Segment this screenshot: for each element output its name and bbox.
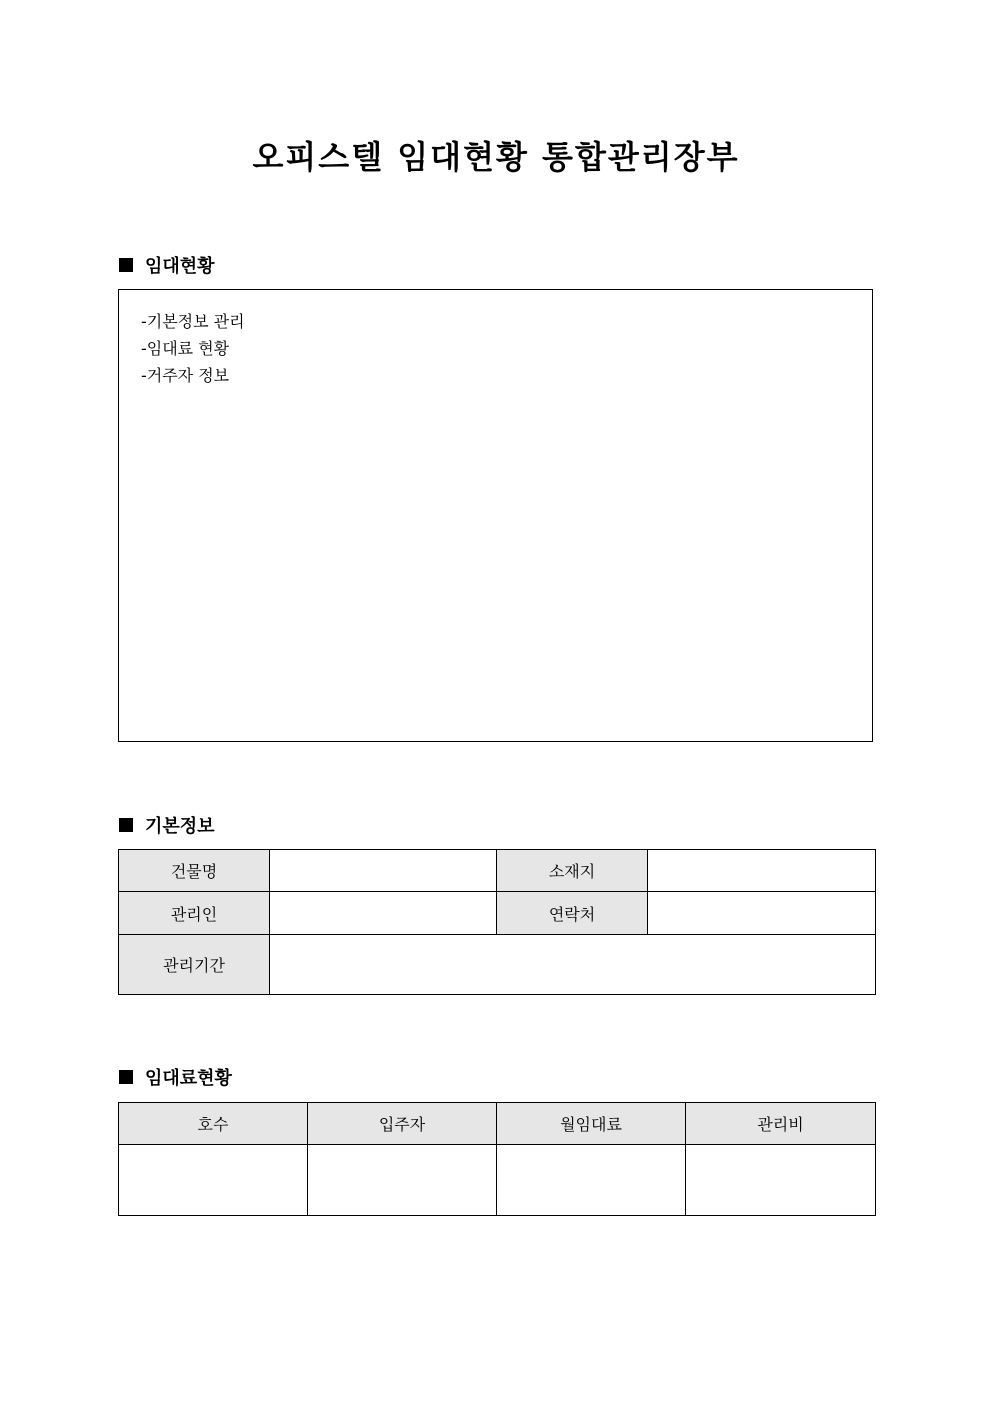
overview-line: -임대료 현황 bbox=[141, 339, 230, 358]
contact-field[interactable] bbox=[648, 892, 876, 935]
table-header-row bbox=[119, 1103, 876, 1145]
basic-info-table bbox=[118, 849, 876, 995]
square-bullet-icon bbox=[119, 818, 133, 832]
overview-line: -거주자 정보 bbox=[141, 366, 230, 385]
tenant-cell[interactable] bbox=[308, 1145, 497, 1216]
column-header-monthly-rent: 월임대료 bbox=[497, 1103, 686, 1145]
manager-field[interactable] bbox=[270, 892, 497, 935]
contact-label: 연락처 bbox=[497, 892, 648, 935]
section-heading-label: 임대현황 bbox=[145, 256, 215, 277]
section-heading-label: 기본정보 bbox=[145, 816, 215, 837]
building-name-field[interactable] bbox=[270, 850, 497, 892]
section-heading-basic-info bbox=[119, 812, 215, 838]
management-period-field[interactable] bbox=[270, 935, 876, 995]
overview-box bbox=[118, 289, 873, 742]
building-name-label: 건물명 bbox=[119, 850, 270, 892]
table-row bbox=[119, 935, 876, 995]
overview-line: -기본정보 관리 bbox=[141, 312, 245, 331]
document-title: 오피스텔 임대현황 통합관리장부 bbox=[252, 138, 740, 176]
square-bullet-icon bbox=[119, 258, 133, 272]
location-field[interactable] bbox=[648, 850, 876, 892]
maintenance-fee-cell[interactable] bbox=[686, 1145, 876, 1216]
square-bullet-icon bbox=[119, 1070, 133, 1084]
column-header-tenant: 입주자 bbox=[308, 1103, 497, 1145]
column-header-unit: 호수 bbox=[119, 1103, 308, 1145]
monthly-rent-cell[interactable] bbox=[497, 1145, 686, 1216]
column-header-maintenance-fee: 관리비 bbox=[686, 1103, 876, 1145]
unit-cell[interactable] bbox=[119, 1145, 308, 1216]
table-row bbox=[119, 850, 876, 892]
table-row bbox=[119, 892, 876, 935]
location-label: 소재지 bbox=[497, 850, 648, 892]
management-period-label: 관리기간 bbox=[119, 935, 270, 995]
section-heading-rent-status bbox=[119, 1064, 232, 1090]
rent-status-table bbox=[118, 1102, 876, 1216]
table-row bbox=[119, 1145, 876, 1216]
section-heading-overview bbox=[119, 252, 215, 278]
manager-label: 관리인 bbox=[119, 892, 270, 935]
section-heading-label: 임대료현황 bbox=[145, 1068, 232, 1089]
